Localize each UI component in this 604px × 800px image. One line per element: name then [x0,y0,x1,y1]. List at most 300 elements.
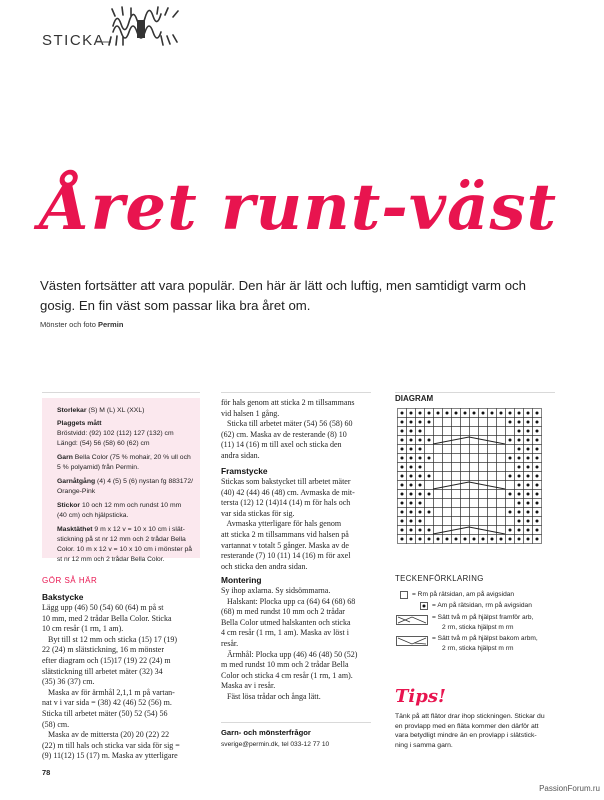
purl-dot [518,484,521,487]
chart-cell [470,418,479,427]
purl-dot [536,475,539,478]
purl-dot [536,484,539,487]
purl-dot [527,466,530,469]
purl-dot [527,538,530,541]
info-measurements-label: Plaggets mått [57,420,102,427]
purl-dot [410,412,413,415]
purl-dot [527,511,530,514]
purl-dot [473,412,476,415]
purl-dot [419,457,422,460]
purl-dot [428,493,431,496]
purl-dot [518,529,521,532]
body-line: vartannat v totalt 5 gånger. Maska av de [221,540,349,550]
questions-contact: sverige@permin.dk, tel 033-12 77 10 [221,741,330,748]
chart-cell [488,517,497,526]
purl-dot [509,475,512,478]
body-line: Sy ihop axlarna. Sy sidsömmarna. [221,586,331,595]
assembly-text [221,586,381,703]
questions-divider [221,722,371,723]
body-line: andra sidan. [221,450,260,460]
chart-cell [488,490,497,499]
chart-cell [497,427,506,436]
chart-cell [488,463,497,472]
chart-cell [488,445,497,454]
purl-dot [518,511,521,514]
purl-dot [491,412,494,415]
chart-cell [497,463,506,472]
chart-cell [470,526,479,535]
body-line: efter diagram och (15)17 (19) 22 (24) m [42,655,171,665]
chart-cell [479,499,488,508]
info-needles: Stickor 10 och 12 mm och rundst 10 mm [57,502,182,509]
purl-dot [410,475,413,478]
col2-divider [221,392,371,393]
info-yarn-2: 5 % polyamid) från Permin. [57,464,139,471]
chart-cell [479,427,488,436]
purl-dot [536,412,539,415]
purl-dot [419,538,422,541]
tips-title: Tips! [395,686,446,707]
purl-dot [518,493,521,496]
page-number: 78 [42,768,51,777]
chart-cell [425,517,434,526]
chart-cell [488,418,497,427]
chart-cell [497,472,506,481]
purl-dot [536,493,539,496]
purl-dot [536,439,539,442]
purl-dot [410,529,413,532]
purl-dot [518,430,521,433]
purl-dot [410,511,413,514]
credit-line [40,320,123,329]
chart-cell [488,526,497,535]
chart-cell [434,472,443,481]
body-line: (9) 11(12) 15 (17) m. Maska av ytterligare [42,751,178,761]
purl-dot [518,448,521,451]
purl-dot [437,538,440,541]
purl-dot [401,520,404,523]
chart-cell [443,499,452,508]
body-line: Sticka till arbetet mäter (50) 52 (54) 56 [42,708,168,718]
purl-dot [410,520,413,523]
info-gauge-2: stickning på st nr 12 mm och 2 trådar Bella [57,536,186,543]
body-line: Maska av för ärmhål 2,1,1 m på vartan- [42,687,175,697]
purl-dot [410,457,413,460]
page-title: Året runt-väst [40,170,558,245]
chart-cell [470,463,479,472]
purl-dot [401,448,404,451]
chart-cell [488,427,497,436]
purl-dot [536,448,539,451]
purl-dot [518,421,521,424]
chart-cell [452,445,461,454]
col1-divider [42,392,200,393]
legend-purl: = Am på rätsidan, rm på avigsidan [432,602,532,609]
purl-dot [527,439,530,442]
purl-dot [518,466,521,469]
purl-dot [527,502,530,505]
chart-cell [443,418,452,427]
back-piece-heading: Bakstycke [42,592,84,602]
purl-dot [536,466,539,469]
chart-cell [434,427,443,436]
purl-dot [437,412,440,415]
purl-dot [401,529,404,532]
chart-cell [443,490,452,499]
purl-dot [509,493,512,496]
tips-text [395,712,595,750]
purl-dot [428,421,431,424]
purl-dot [509,529,512,532]
body-line: resterande (7) 10 (11) 14 (16) m för axel [221,551,351,561]
chart-cell [434,445,443,454]
body-line: nat v i var sida = (38) 42 (46) 52 (56) m. [42,698,172,708]
intro-text: Västen fortsätter att vara populär. Den här är lätt och luftig, men samtidigt varm och gosig. En fin väst som passar lika bra året om. [40,278,526,313]
chart-cell [497,517,506,526]
body-line: och sticka den andra sidan. [221,561,308,571]
purl-dot [518,457,521,460]
purl-dot [527,412,530,415]
purl-dot [419,511,422,514]
chart-cell [434,517,443,526]
body-line: Sticka till arbetet mäter (54) 56 (58) 60 [221,419,353,429]
body-line: (11) 14 (16) m till axel och sticka den [221,440,342,450]
purl-dot [419,475,422,478]
purl-dot [401,493,404,496]
info-bust: Bröstvidd: (92) 102 (112) 127 (132) cm [57,430,174,437]
body-line: vid halsen 1 gång. [221,408,280,418]
purl-dot [410,493,413,496]
purl-dot [500,538,503,541]
chart-cell [497,418,506,427]
tips-line: vara betydligt mindre än en provlapp i slätstick- [395,732,537,740]
info-gauge-3: Color. 10 m x 12 v = 10 x 10 cm i mönster på [57,546,193,553]
chart-cell [506,427,515,436]
body-line: m med rundst 10 mm och 2 trådar Bella [221,660,349,670]
legend-title: TECKENFÖRKLARING [395,574,484,583]
body-line: (68) m med rundst 10 mm och 2 trådar [221,607,345,617]
watermark: PassionForum.ru [539,784,600,793]
purl-dot [536,538,539,541]
purl-dot [491,538,494,541]
tips-line: Tänk på att flätor drar ihop stickningen. Stickar du [395,713,545,720]
body-line: (62) cm. Maska av de resterande (8) 10 [221,429,347,439]
chart-cell [470,517,479,526]
chart-cell [470,454,479,463]
body-line: Halskant: Plocka upp ca (64) 64 (68) 68 [221,596,356,606]
chart-cell [497,508,506,517]
chart-cell [434,499,443,508]
purl-dot [428,457,431,460]
chart-cell [443,508,452,517]
purl-dot [419,412,422,415]
purl-dot [419,430,422,433]
body-line: att sticka 2 m tillsammans vid halsen på [221,529,349,539]
purl-dot [527,421,530,424]
purl-dot [419,439,422,442]
purl-dot [419,529,422,532]
chart-cell [425,445,434,454]
purl-dot [509,439,512,442]
how-to-heading: GÖR SÅ HÄR [42,576,98,585]
chart-cell [425,463,434,472]
chart-cell [488,454,497,463]
purl-dot [509,511,512,514]
chart-cell [443,526,452,535]
chart-cell [479,508,488,517]
purl-dot [410,421,413,424]
front-piece-text [221,477,381,572]
purl-dot [410,538,413,541]
purl-dot [527,529,530,532]
purl-dot [527,493,530,496]
chart-cell [443,454,452,463]
chart-cell [461,517,470,526]
chart-cell [470,508,479,517]
legend-knit: = Rm på rätsidan, am på avigsidan [412,591,515,598]
chart-cell [434,418,443,427]
legend-cable-back: = Sätt två m på hjälpst bakom arbm, [432,635,538,642]
body-line: 10 cm resår (1 rm, 1 am). [42,624,124,634]
purl-dot [509,457,512,460]
body-line: (58) cm. [42,719,70,729]
purl-dot [419,502,422,505]
chart-cell [488,481,497,490]
info-yarn: Garn Bella Color (75 % mohair, 20 % ull och [57,454,191,461]
chart-cell [470,499,479,508]
chart-cell [497,490,506,499]
purl-dot [536,457,539,460]
purl-dot [518,520,521,523]
purl-dot [536,421,539,424]
purl-dot [536,520,539,523]
chart-cell [506,445,515,454]
body-line: (35) 36 (37) cm. [42,677,95,687]
chart-cell [452,427,461,436]
purl-dot [419,520,422,523]
back-piece-text [42,603,212,762]
chart-cell [479,463,488,472]
purl-dot [527,475,530,478]
yarn-skein-icon [95,6,185,51]
chart-cell [461,463,470,472]
purl-dot [419,484,422,487]
chart-cell [479,454,488,463]
purl-dot [410,466,413,469]
purl-dot [428,529,431,532]
info-sizes: Storlekar (S) M (L) XL (XXL) [57,407,145,414]
diagram-title: DIAGRAM [395,394,434,403]
chart-cell [461,445,470,454]
purl-dot [482,412,485,415]
purl-dot [482,538,485,541]
purl-dot [527,484,530,487]
chart-cell [470,427,479,436]
chart-cell [488,436,497,445]
info-gauge-4: st nr 12 mm och 2 trådar Bella Color. [57,556,165,563]
chart-cell [443,436,452,445]
purl-dot [473,538,476,541]
chart-cell [479,418,488,427]
body-line: 10 mm, med 2 trådar Bella Color. Sticka [42,613,172,623]
chart-cell [506,481,515,490]
purl-dot [509,421,512,424]
body-line: slätstickning till arbetet mäter (32) 34 [42,666,163,676]
chart-cell [452,454,461,463]
body-line: resår. [221,638,239,648]
body-line: Avmaska ytterligare för hals genom [221,519,342,529]
purl-dot [401,502,404,505]
chart-cell [461,418,470,427]
assembly-heading: Montering [221,575,262,585]
chart-cell [452,490,461,499]
chart-cell [488,499,497,508]
body-line: var sida stickas för sig. [221,508,295,518]
credit-name: Permin [97,320,124,329]
body-line: tersta (12) 12 (14)14 (14) m för hals och [221,498,351,508]
chart-cell [443,427,452,436]
body-line: Maska av i resår. [221,681,276,691]
body-line: 22 (24) m slätstickning, 16 m mönster [42,645,164,655]
purl-dot [536,430,539,433]
chart-cell [470,436,479,445]
purl-dot [509,538,512,541]
chart-cell [443,517,452,526]
chart-cell [461,499,470,508]
purl-dot [464,538,467,541]
body-line: Maska av de mittersta (20) 20 (22) 22 [42,730,170,740]
purl-dot [410,502,413,505]
chart-cell [506,463,515,472]
purl-dot [518,538,521,541]
questions-heading: Garn- och mönsterfrågor [221,728,311,737]
chart-cell [434,508,443,517]
purl-dot [401,475,404,478]
purl-dot [527,430,530,433]
purl-dot [401,430,404,433]
neck-text [221,398,381,462]
chart-cell [452,472,461,481]
chart-cell [470,490,479,499]
info-length: Längd: (54) 56 (58) 60 (62) cm [57,440,150,447]
col3-divider [395,392,555,393]
legend-cable-front-2: 2 rm, sticka hjälpst m rm [442,624,514,631]
purl-dot [401,466,404,469]
chart-cell [488,508,497,517]
chart-cell [443,481,452,490]
cable-back-icon [396,636,428,646]
purl-dot [518,502,521,505]
purl-dot [428,475,431,478]
chart-cell [461,454,470,463]
purl-dot [446,412,449,415]
purl-dot [410,448,413,451]
purl-dot [401,511,404,514]
purl-dot [419,466,422,469]
chart-cell [470,445,479,454]
body-line: Stickas som bakstycket till arbetet mäter [221,477,351,486]
front-piece-heading: Framstycke [221,466,268,476]
chart-cell [497,445,506,454]
chart-cell [434,454,443,463]
chart-cell [497,499,506,508]
body-line: Ärmhål: Plocka upp (46) 46 (48) 50 (52) [221,649,358,659]
chart-cell [497,454,506,463]
body-line: 4 cm resår (1 rm, 1 am). Maska av löst i [221,628,349,638]
info-gauge: Masktäthet 9 m x 12 v = 10 x 10 cm i slät- [57,526,185,533]
purl-dot [455,412,458,415]
purl-dot [401,484,404,487]
chart-cell [425,499,434,508]
chart-cell [452,463,461,472]
purl-dot [401,412,404,415]
chart-cell [443,472,452,481]
chart-cell [443,463,452,472]
tips-line: ning i samma garn. [395,741,453,749]
chart-cell [461,490,470,499]
purl-symbol-icon [420,602,428,610]
purl-dot [410,484,413,487]
chart-cell [452,517,461,526]
purl-dot [527,520,530,523]
chart-cell [461,472,470,481]
purl-dot [401,421,404,424]
purl-dot [401,457,404,460]
purl-dot [410,439,413,442]
section-label: STICKA [42,32,106,49]
chart-cell [461,427,470,436]
purl-dot [518,412,521,415]
chart-cell [488,472,497,481]
purl-dot [428,511,431,514]
chart-cell [479,517,488,526]
chart-cell [461,508,470,517]
chart-cell [470,481,479,490]
body-line: (40) 42 (44) 46 (48) cm. Avmaska de mit- [221,487,355,497]
chart-cell [452,499,461,508]
chart-cell [434,490,443,499]
purl-dot [401,439,404,442]
info-yarn-amount-2: Orange-Pink [57,488,96,495]
purl-dot [419,448,422,451]
purl-dot [500,412,503,415]
chart-cell [479,472,488,481]
legend-cable-back-2: 2 rm, sticka hjälpst m rm [442,645,514,652]
body-line: Byt till st 12 mm och sticka (15) 17 (19) [42,634,178,644]
purl-dot [527,457,530,460]
purl-dot [455,538,458,541]
knit-symbol-icon [400,591,408,599]
chart-cell [425,427,434,436]
legend-cable-front: = Sätt två m på hjälpst framför arb, [432,614,534,621]
purl-dot [518,475,521,478]
purl-dot [428,538,431,541]
credit-prefix: Mönster och foto [40,320,96,329]
purl-dot [428,439,431,442]
purl-dot [428,412,431,415]
chart-cell [452,418,461,427]
purl-dot [518,439,521,442]
body-line: för hals genom att sticka 2 m tillsammans [221,398,355,407]
purl-dot [509,412,512,415]
cable-front-icon [396,615,428,625]
chart-cell [425,481,434,490]
chart-cell [434,463,443,472]
purl-dot [446,538,449,541]
chart-cell [443,445,452,454]
purl-dot [536,502,539,505]
purl-dot [410,430,413,433]
